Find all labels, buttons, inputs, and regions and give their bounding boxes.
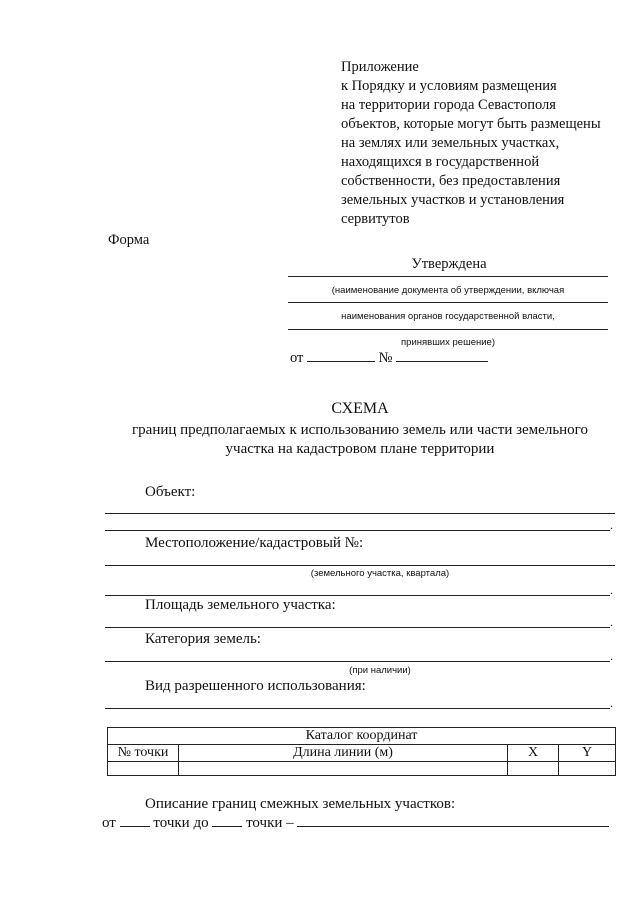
object-line-1[interactable] bbox=[105, 513, 615, 514]
appendix-line: земельных участков и установления bbox=[341, 192, 565, 208]
area-label: Площадь земельного участка: bbox=[145, 597, 336, 613]
approval-title: Утверждена bbox=[411, 256, 487, 272]
adjacent-point-dash: точки – bbox=[246, 815, 294, 831]
appendix-line: к Порядку и условиям размещения bbox=[341, 78, 557, 94]
coordinates-table-caption: Каталог координат bbox=[108, 728, 616, 745]
approval-line-1 bbox=[288, 276, 608, 277]
form-label: Форма bbox=[108, 232, 150, 248]
approval-caption-1: (наименование документа об утверждении, включая bbox=[331, 285, 565, 296]
category-line[interactable] bbox=[105, 661, 610, 662]
area-line[interactable] bbox=[105, 627, 610, 628]
appendix-line: на территории города Севастополя bbox=[341, 97, 556, 113]
table-cell[interactable] bbox=[108, 762, 179, 776]
object-period: . bbox=[610, 518, 613, 532]
appendix-line: на землях или земельных участках, bbox=[341, 135, 560, 151]
scheme-subtitle-line-1: границ предполагаемых к использованию земель или части земельного bbox=[132, 422, 588, 438]
approval-caption-3: принявших решение) bbox=[401, 337, 495, 348]
appendix-header bbox=[341, 58, 621, 229]
number-label: № bbox=[378, 350, 393, 366]
table-cell[interactable] bbox=[559, 762, 616, 776]
table-row bbox=[108, 762, 616, 776]
table-cell[interactable] bbox=[508, 762, 559, 776]
approval-caption-2: наименования органов государственной власти, bbox=[341, 311, 555, 322]
adjacent-line bbox=[102, 814, 609, 832]
scheme-title: СХЕМА bbox=[331, 400, 389, 417]
permitted-use-period: . bbox=[610, 696, 613, 710]
approval-line-3 bbox=[288, 329, 608, 330]
location-caption: (земельного участка, квартала) bbox=[310, 568, 450, 579]
adjacent-point-to: точки до bbox=[153, 815, 209, 831]
scheme-subtitle bbox=[100, 421, 620, 459]
appendix-line: собственности, без предоставления bbox=[341, 173, 561, 189]
appendix-line: Приложение bbox=[341, 59, 419, 75]
appendix-line: находящихся в государственной bbox=[341, 154, 540, 170]
date-blank[interactable] bbox=[307, 349, 375, 362]
object-line-2[interactable] bbox=[105, 530, 610, 531]
column-header-length: Длина линии (м) bbox=[179, 745, 508, 762]
scheme-subtitle-line-2: участка на кадастровом плане территории bbox=[225, 441, 495, 457]
appendix-line: сервитутов bbox=[341, 211, 410, 227]
adjacent-description-blank[interactable] bbox=[297, 814, 609, 827]
object-label: Объект: bbox=[145, 484, 196, 500]
from-point-blank[interactable] bbox=[120, 814, 150, 827]
column-header-y: Y bbox=[559, 745, 616, 762]
location-label: Местоположение/кадастровый №: bbox=[145, 535, 364, 551]
coordinates-table bbox=[107, 727, 616, 776]
location-period: . bbox=[610, 583, 613, 597]
to-point-blank[interactable] bbox=[212, 814, 242, 827]
column-header-point: № точки bbox=[108, 745, 179, 762]
permitted-use-label: Вид разрешенного использования: bbox=[145, 678, 366, 694]
number-blank[interactable] bbox=[396, 349, 488, 362]
approval-line-2 bbox=[288, 302, 608, 303]
area-period: . bbox=[610, 615, 613, 629]
appendix-line: объектов, которые могут быть размещены bbox=[341, 116, 601, 132]
adjacent-label: Описание границ смежных земельных участков: bbox=[145, 796, 456, 812]
column-header-x: X bbox=[508, 745, 559, 762]
location-line-2[interactable] bbox=[105, 595, 610, 596]
approval-date-number bbox=[290, 349, 488, 367]
category-period: . bbox=[610, 649, 613, 663]
category-label: Категория земель: bbox=[145, 631, 261, 647]
category-caption: (при наличии) bbox=[349, 665, 411, 676]
permitted-use-line[interactable] bbox=[105, 708, 610, 709]
adjacent-from: от bbox=[102, 815, 116, 831]
from-label: от bbox=[290, 350, 304, 366]
table-cell[interactable] bbox=[179, 762, 508, 776]
location-line-1[interactable] bbox=[105, 565, 615, 566]
